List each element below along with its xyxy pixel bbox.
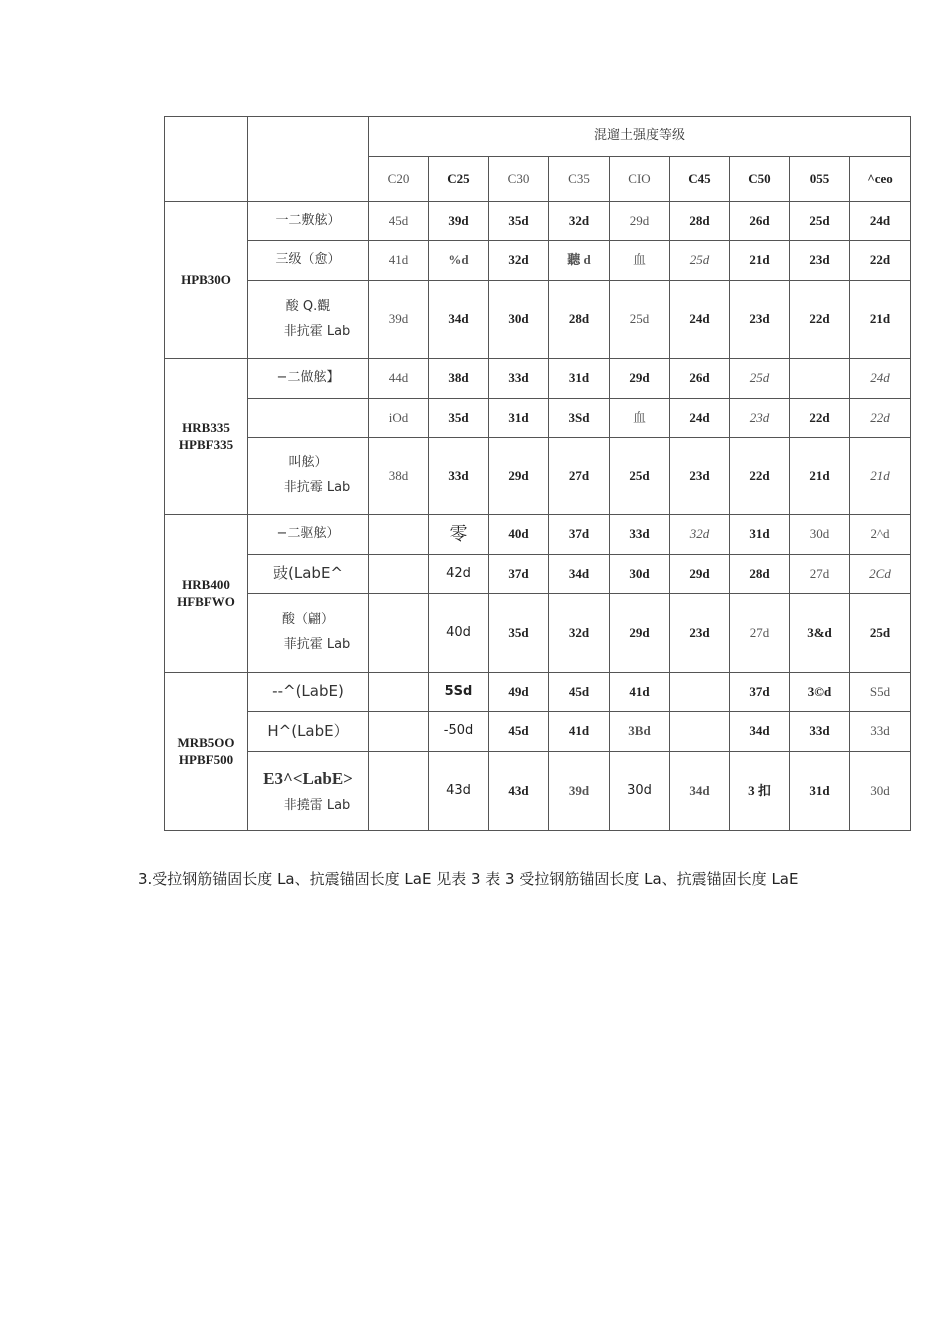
value-cell: 29d [610,594,670,673]
value-cell: 29d [610,202,670,241]
value-cell: 31d [730,515,790,555]
value-cell: 3Bd [610,712,670,752]
value-cell: 血 [610,241,670,281]
table-row [165,712,911,752]
value-cell: 23d [730,281,790,359]
value-cell: 39d [429,202,489,241]
grade-header: CIO [610,157,670,202]
grade-header: ^ceo [850,157,911,202]
value-cell: 39d [369,281,429,359]
value-cell: 35d [489,594,549,673]
value-cell: 32d [670,515,730,555]
value-cell: 30d [790,515,850,555]
value-cell: 24d [850,202,911,241]
table-row [165,752,911,831]
value-cell: 29d [670,555,730,594]
value-cell: 25d [610,281,670,359]
value-cell: 35d [489,202,549,241]
value-cell: 28d [730,555,790,594]
value-cell: 35d [429,399,489,438]
table-row [165,594,911,673]
value-cell: 23d [730,399,790,438]
value-cell: 34d [429,281,489,359]
value-cell: 40d [489,515,549,555]
value-cell: 39d [549,752,610,831]
section-caption: 3.受拉钢筋锚固长度 La、抗震锚固长度 LaE 见表 3 表 3 受拉钢筋锚固长度 La、抗震锚固长度 LaE [138,870,799,888]
steel-grade-cell: MRB5OO HPBF500 [165,673,248,831]
steel-grade-cell: HPB30O [165,202,248,359]
value-cell: 28d [549,281,610,359]
header-row-title [165,117,911,157]
table-row [165,399,911,438]
value-cell: 22d [790,281,850,359]
value-cell: 25d [610,438,670,515]
value-cell: %d [429,241,489,281]
value-cell: 聽 d [549,241,610,281]
value-cell: 29d [610,359,670,399]
condition-cell: −二驱舷） [248,515,369,555]
value-cell [369,555,429,594]
value-cell [369,594,429,673]
value-cell: 31d [549,359,610,399]
value-cell: 33d [790,712,850,752]
value-cell: 28d [670,202,730,241]
value-cell: 25d [790,202,850,241]
table-row [165,281,911,359]
table-row [165,555,911,594]
condition-cell: −二做舷】 [248,359,369,399]
grade-header: C25 [429,157,489,202]
value-cell: 23d [670,438,730,515]
value-cell: 24d [670,399,730,438]
value-cell: iOd [369,399,429,438]
value-cell: 21d [850,438,911,515]
table-row [165,202,911,241]
value-cell: 26d [730,202,790,241]
condition-cell: 三级（愈） [248,241,369,281]
value-cell: 38d [429,359,489,399]
value-cell: 29d [489,438,549,515]
value-cell: 30d [610,555,670,594]
value-cell: 25d [850,594,911,673]
value-cell: 23d [790,241,850,281]
value-cell [369,673,429,712]
grade-header: C35 [549,157,610,202]
steel-grade-cell: HRB335 HPBF335 [165,359,248,515]
value-cell [670,712,730,752]
value-cell: 41d [610,673,670,712]
condition-cell: 酸（翩） 菲抗霍 Lab [248,594,369,673]
condition-cell: E3^<LabE> 非撓雷 Lab [248,752,369,831]
grade-header: C20 [369,157,429,202]
value-cell: S5d [850,673,911,712]
value-cell: 43d [429,752,489,831]
value-cell: 34d [730,712,790,752]
value-cell: 22d [850,399,911,438]
value-cell: 25d [670,241,730,281]
value-cell: 22d [850,241,911,281]
value-cell: 41d [549,712,610,752]
value-cell: 21d [850,281,911,359]
value-cell [790,359,850,399]
value-cell: 33d [850,712,911,752]
table-row [165,241,911,281]
value-cell: 21d [790,438,850,515]
value-cell [369,712,429,752]
value-cell: 33d [610,515,670,555]
value-cell: 23d [670,594,730,673]
table-row [165,359,911,399]
grade-header: 055 [790,157,850,202]
value-cell: 49d [489,673,549,712]
value-cell: 5Sd [429,673,489,712]
value-cell: 32d [549,594,610,673]
value-cell: 45d [489,712,549,752]
value-cell: 34d [670,752,730,831]
value-cell: 42d [429,555,489,594]
value-cell: 31d [489,399,549,438]
value-cell: -50d [429,712,489,752]
value-cell: 38d [369,438,429,515]
table-row [165,673,911,712]
condition-cell: 酸 Q.觀 非抗霍 Lab [248,281,369,359]
table-row [165,438,911,515]
value-cell [369,515,429,555]
value-cell: 27d [790,555,850,594]
value-cell: 43d [489,752,549,831]
grade-header: C30 [489,157,549,202]
condition-cell: --^(LabE) [248,673,369,712]
concrete-grade-title: 混遛土强度等级 [369,117,911,157]
condition-cell: 叫舷） 非抗霉 Lab [248,438,369,515]
condition-cell [248,399,369,438]
value-cell: 33d [489,359,549,399]
value-cell: 30d [850,752,911,831]
value-cell: 33d [429,438,489,515]
value-cell: 3Sd [549,399,610,438]
value-cell: 3&d [790,594,850,673]
table-row [165,515,911,555]
value-cell: 25d [730,359,790,399]
value-cell: 41d [369,241,429,281]
value-cell: 40d [429,594,489,673]
value-cell: 零 [429,515,489,555]
anchorage-length-table [164,116,911,831]
condition-cell: 豉(LabE^ [248,555,369,594]
value-cell: 27d [549,438,610,515]
value-cell: 2^d [850,515,911,555]
value-cell: 2Cd [850,555,911,594]
value-cell: 45d [369,202,429,241]
value-cell: 血 [610,399,670,438]
value-cell: 3©d [790,673,850,712]
header-blank-condition [248,117,369,202]
value-cell: 27d [730,594,790,673]
value-cell: 22d [790,399,850,438]
value-cell: 31d [790,752,850,831]
value-cell: 22d [730,438,790,515]
steel-grade-cell: HRB400 HFBFWO [165,515,248,673]
value-cell: 37d [489,555,549,594]
header-blank-steel [165,117,248,202]
value-cell: 21d [730,241,790,281]
value-cell: 30d [610,752,670,831]
value-cell: 24d [670,281,730,359]
value-cell: 32d [549,202,610,241]
value-cell: 44d [369,359,429,399]
value-cell: 45d [549,673,610,712]
value-cell: 37d [549,515,610,555]
value-cell: 32d [489,241,549,281]
value-cell: 37d [730,673,790,712]
condition-cell: 一二敷舷） [248,202,369,241]
value-cell: 26d [670,359,730,399]
value-cell: 3 扣 [730,752,790,831]
condition-cell: H^(LabE） [248,712,369,752]
value-cell: 24d [850,359,911,399]
grade-header: C50 [730,157,790,202]
value-cell [369,752,429,831]
value-cell: 30d [489,281,549,359]
value-cell [670,673,730,712]
value-cell: 34d [549,555,610,594]
grade-header: C45 [670,157,730,202]
